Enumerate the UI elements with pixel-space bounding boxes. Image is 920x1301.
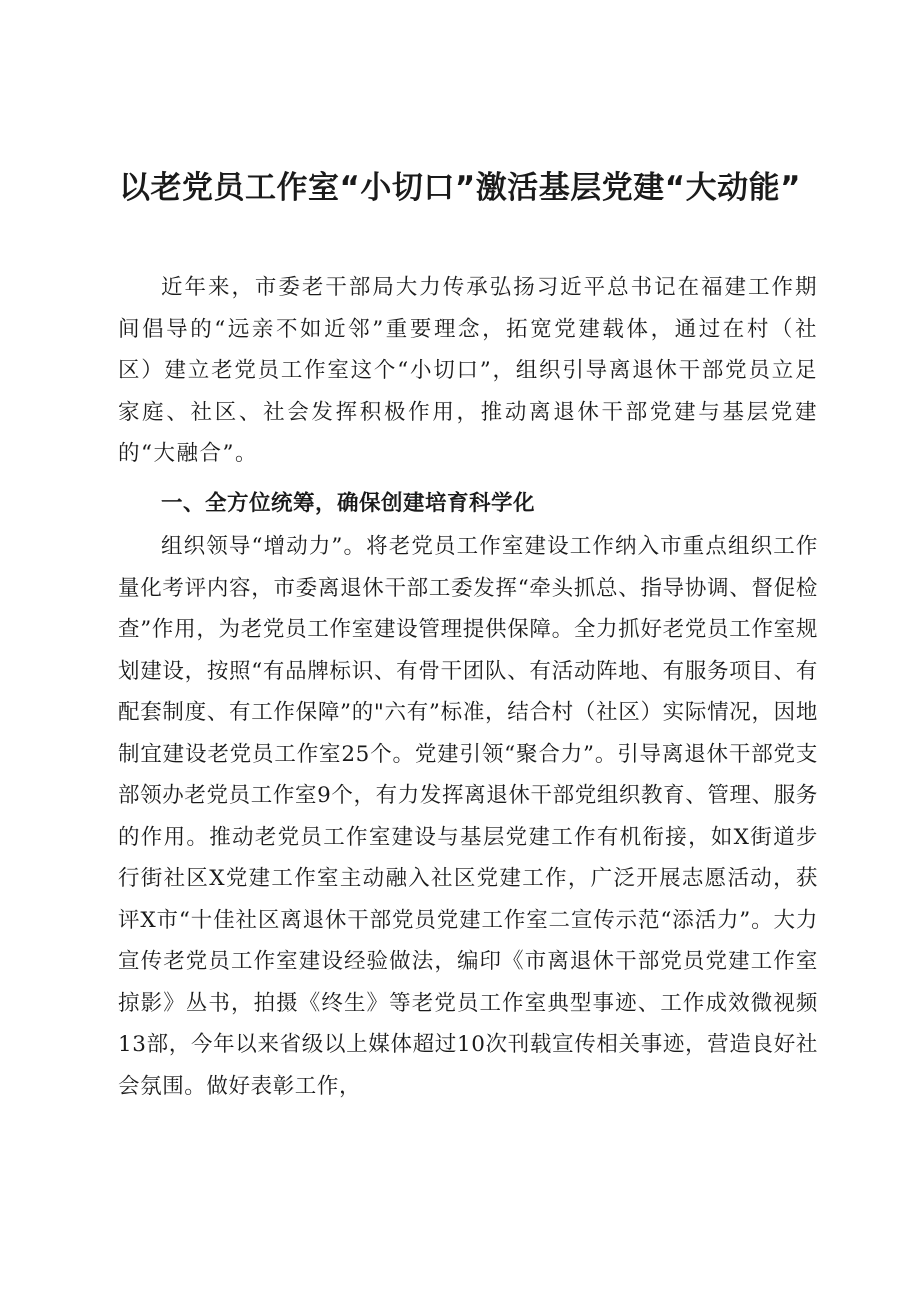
section-paragraph: 组织领导“增动力”。将老党员工作室建设工作纳入市重点组织工作量化考评内容，市委离退休干部工委发挥“牵头抓总、指导协调、督促检查”作用，为老党员工作室建设管理提供保障。全力抓好老党员工作室规划建设，按照“有品牌标识、有骨干团队、有活动阵地、有服务项目、有配套制度、有工作保障”的"六有”标准，结合村（社区）实际情况，因地制宜建设老党员工作室25个。党建引领“聚合力”。引导离退休干部党支部领办老党员工作室9个，有力发挥离退休干部党组织教育、管理、服务的作用。推动老党员工作室建设与基层党建工作有机衔接，如X街道步行街社区X党建工作室主动融入社区党建工作，广泛开展志愿活动，获评X市“十佳社区离退休干部党员党建工作室二宣传示范“添活力”。大力宣传老党员工作室建设经验做法，编印《市离退休干部党员党建工作室掠影》丛书，拍摄《终生》等老党员工作室典型事迹、工作成效微视频13部，今年以来省级以上媒体超过10次刊载宣传相关事迹，营造良好社会氛围。做好表彰工作， bbox=[118, 534, 818, 1099]
document-title: 以老党员工作室“小切口”激活基层党建“大动能” bbox=[119, 170, 801, 206]
intro-paragraph: 近年来，市委老干部局大力传承弘扬习近平总书记在福建工作期间倡导的“远亲不如近邻”重要理念，拓宽党建载体，通过在村（社区）建立老党员工作室这个“小切口”，组织引导离退休干部党员立足家庭、社区、社会发挥积极作用，推动离退休干部党建与基层党建的“大融合”。 bbox=[118, 275, 818, 466]
section-heading: 一、全方位统筹，确保创建培育科学化 bbox=[161, 491, 536, 516]
